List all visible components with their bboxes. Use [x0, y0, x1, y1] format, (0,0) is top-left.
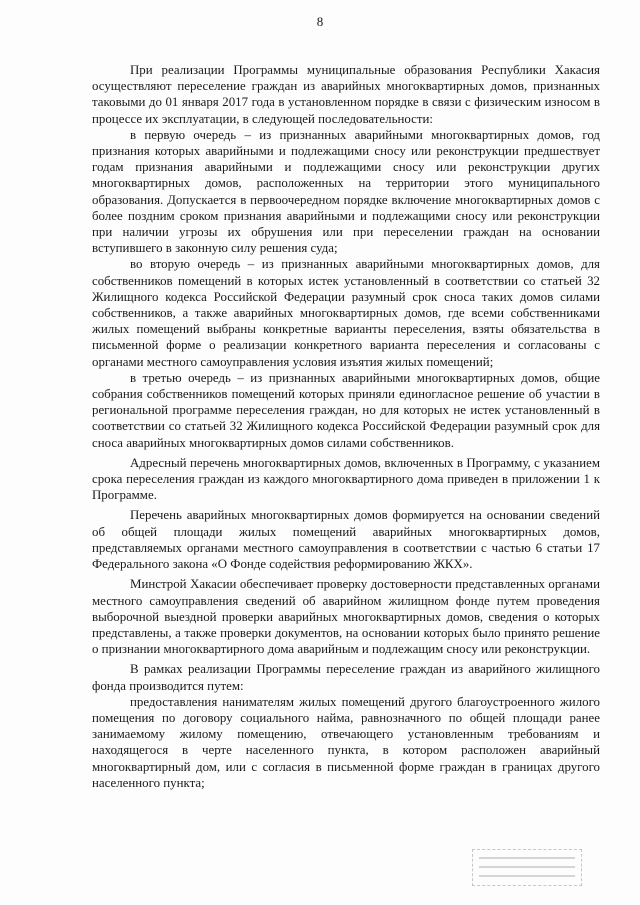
- paragraph-first-priority: в первую очередь – из признанных аварийными многоквартирных домов, год признания которых аварийными и подлежащими сносу или реконструкции предшествует годам признания аварийными и подлежащими сносу или реконструкции других многоквартирных домов, расположенных на территории этого муниципального образования. Допускается в первоочередном порядке включение многоквартирных домов с более поздним сроком признания аварийными и подлежащими сносу или реконструкции при наличии угрозы их обрушения или при переселении граждан на основании вступившего в законную силу решения суда;: [92, 127, 600, 256]
- paragraph-social-housing: предоставления нанимателям жилых помещений другого благоустроенного жилого помещения по договору социального найма, равнозначного по общей площади ранее занимаемому жилому помещению, отвечающего установленным требованиям и находящегося в черте населенного пункта, в котором расположен аварийный многоквартирный дом, или с согласия в письменной форме граждан в границах другого населенного пункта;: [92, 694, 600, 790]
- paragraph-resettlement-methods: В рамках реализации Программы переселение граждан из аварийного жилищного фонда производится путем:: [92, 662, 600, 693]
- paragraph-list-formation: Перечень аварийных многоквартирных домов формируется на основании сведений об общей площади жилых помещений аварийных многоквартирных домов, представляемых органами местного самоуправления в соответствии с частью 6 статьи 17 Федерального закона «О Фонде содействия реформированию ЖКХ».: [92, 508, 600, 572]
- paragraph-intro: При реализации Программы муниципальные образования Республики Хакасия осуществляют переселение граждан из аварийных многоквартирных домов, признанных таковыми до 01 января 2017 года в установленном порядке в связи с физическим износом в процессе их эксплуатации, в следующей последовательности:: [92, 63, 600, 126]
- faded-stamp: [472, 849, 582, 886]
- page-number: 8: [316, 14, 324, 29]
- paragraph-third-priority: в третью очередь – из признанных аварийными многоквартирных домов, общие собрания собственников помещений которых приняли единогласное решение об участии в региональной программе переселения граждан, но для которых не истек установленный в соответствии со статьей 32 Жилищного кодекса Российской Федерации разумный срок для сноса аварийных многоквартирных домов силами собственников.: [92, 370, 600, 450]
- paragraph-verification: Минстрой Хакасии обеспечивает проверку достоверности представленных органами местного самоуправления сведений об аварийном жилищном фонде путем проведения выборочной выездной проверки аварийных многоквартирных домов, сведения о которых представлены, а также проверки документов, на основании которых было принято решение о признании многоквартирного дома аварийным и подлежащим сносу или реконструкции.: [92, 577, 600, 657]
- paragraph-address-list: Адресный перечень многоквартирных домов, включенных в Программу, с указанием срока переселения граждан из каждого многоквартирного дома приведен в приложении 1 к Программе.: [92, 455, 600, 503]
- paragraph-second-priority: во вторую очередь – из признанных аварийными многоквартирных домов, для собственников помещений в которых истек установленный в соответствии со статьей 32 Жилищного кодекса Российской Федерации разумный срок сноса таких домов силами собственников, а также аварийных многоквартирных домов, где всеми собственниками жилых помещений выбраны конкретные варианты переселения, взяты обязательства в письменной форме о реализации конкретного варианта переселения и согласованы с органами местного самоуправления условия изъятия жилых помещений;: [92, 257, 600, 369]
- document-body: [92, 62, 600, 791]
